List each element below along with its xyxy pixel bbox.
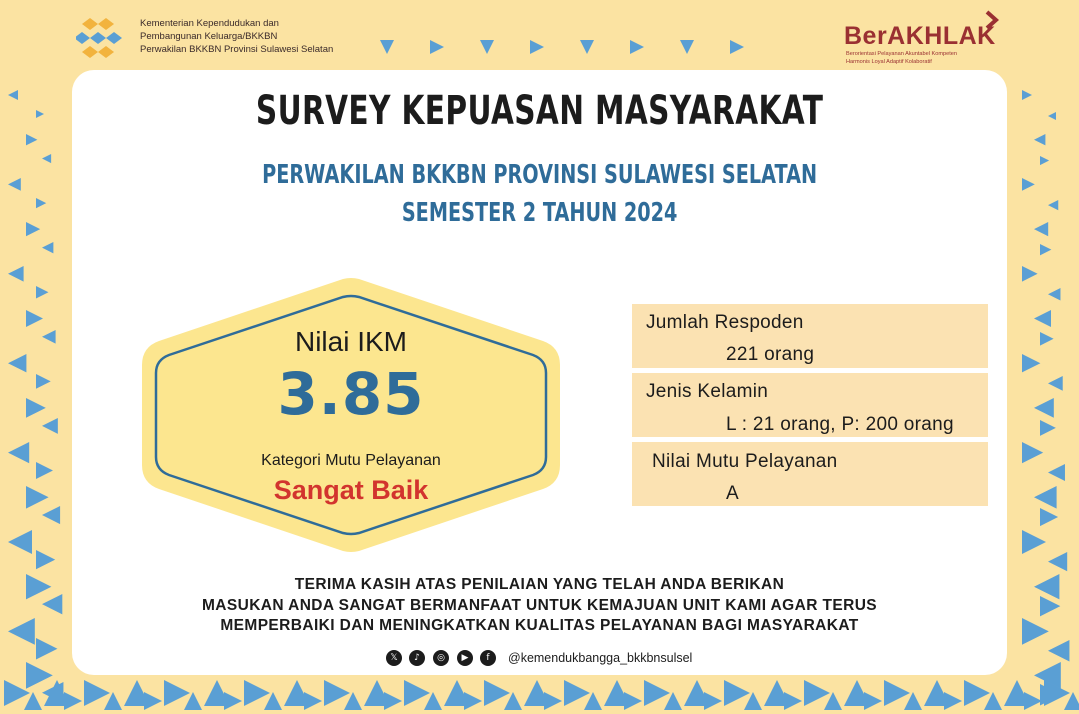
pattern-triangle <box>1040 244 1051 255</box>
pattern-triangle <box>224 692 242 710</box>
berakhlak-tagline-line-2: Harmonis Loyal Adaptif Kolaboratif <box>846 58 932 65</box>
pattern-triangle <box>344 692 362 710</box>
organization-name <box>140 17 333 56</box>
pattern-triangle <box>480 40 494 54</box>
ikm-value: 3.85 <box>277 360 425 428</box>
pattern-triangle <box>484 680 510 706</box>
pattern-triangle <box>564 680 590 706</box>
pattern-triangle <box>26 134 37 145</box>
pattern-triangle <box>26 222 40 236</box>
pattern-triangle <box>36 198 46 208</box>
pattern-triangle <box>36 286 48 298</box>
org-line-3: Perwakilan BKKBN Provinsi Sulawesi Selatan <box>140 44 334 55</box>
pattern-triangle <box>530 40 544 54</box>
pattern-triangle <box>1024 692 1042 710</box>
pattern-triangle <box>1034 398 1054 418</box>
stat-service-quality-value: A <box>726 483 739 504</box>
ikm-category-label: Kategori Mutu Pelayanan <box>261 452 441 469</box>
pattern-triangle <box>744 692 762 710</box>
pattern-triangle <box>430 40 444 54</box>
social-handle[interactable]: @kemendukbangga_bkkbnsulsel <box>508 651 693 665</box>
org-line-1: Kementerian Kependudukan dan <box>140 18 279 29</box>
pattern-triangle <box>384 692 402 710</box>
pattern-triangle <box>8 530 32 554</box>
subtitle-period: SEMESTER 2 TAHUN 2024 <box>401 198 678 228</box>
pattern-triangle <box>8 178 21 191</box>
page-title: SURVEY KEPUASAN MASYARAKAT <box>255 88 824 134</box>
stat-gender-label: Jenis Kelamin <box>646 381 769 402</box>
pattern-triangle <box>104 692 122 710</box>
pattern-triangle <box>8 266 24 282</box>
pattern-triangle <box>884 680 910 706</box>
pattern-triangle <box>1048 200 1058 210</box>
pattern-triangle <box>1022 178 1035 191</box>
pattern-triangle <box>580 40 594 54</box>
berakhlak-tagline <box>846 51 957 66</box>
pattern-triangle <box>42 242 53 253</box>
stat-service-quality <box>632 442 988 506</box>
thank-you-message-line-2: MASUKAN ANDA SANGAT BERMANFAAT UNTUK KEMAJUAN UNIT KAMI AGAR TERUS <box>201 597 878 614</box>
stat-respondents <box>632 304 988 368</box>
berakhlak-tagline-line-1: Berorientasi Pelayanan Akuntabel Kompeten <box>846 51 958 57</box>
pattern-triangle <box>36 374 51 389</box>
pattern-triangle <box>1022 90 1032 100</box>
pattern-triangle <box>1048 552 1067 571</box>
pattern-triangle <box>664 692 682 710</box>
pattern-triangle <box>864 692 882 710</box>
pattern-triangle <box>944 692 962 710</box>
pattern-triangle <box>784 692 802 710</box>
pattern-triangle <box>8 442 29 463</box>
pattern-triangle <box>1048 376 1063 391</box>
pattern-triangle <box>724 680 750 706</box>
pattern-triangle <box>26 310 43 327</box>
pattern-triangle <box>1048 640 1069 661</box>
pattern-triangle <box>64 692 82 710</box>
chevron-right-icon <box>984 10 1000 30</box>
pattern-triangle <box>36 462 53 479</box>
ikm-label: Nilai IKM <box>294 326 407 357</box>
pattern-triangle <box>464 692 482 710</box>
pattern-triangle <box>1022 354 1040 372</box>
pattern-triangle <box>26 662 53 689</box>
pattern-triangle <box>1034 310 1051 327</box>
pattern-triangle <box>8 354 26 372</box>
pattern-triangle <box>624 692 642 710</box>
pattern-triangle <box>704 692 722 710</box>
pattern-triangle <box>8 90 18 100</box>
pattern-triangle <box>1048 288 1060 300</box>
tiktok-icon[interactable]: ♪ <box>409 650 425 666</box>
pattern-triangle <box>144 692 162 710</box>
pattern-triangle <box>1034 134 1045 145</box>
pattern-triangle <box>1040 508 1058 526</box>
pattern-triangle <box>584 692 602 710</box>
pattern-triangle <box>36 638 57 659</box>
pattern-triangle <box>24 692 42 710</box>
pattern-triangle <box>1022 530 1046 554</box>
pattern-triangle <box>42 418 58 434</box>
pattern-triangle <box>404 680 430 706</box>
pattern-triangle <box>380 40 394 54</box>
pattern-triangle <box>1034 222 1048 236</box>
x-icon[interactable]: 𝕏 <box>386 650 402 666</box>
ikm-category-value: Sangat Baik <box>273 475 429 505</box>
pattern-triangle <box>504 692 522 710</box>
pattern-triangle <box>36 110 44 118</box>
pattern-triangle <box>1048 112 1056 120</box>
pattern-triangle <box>1040 420 1056 436</box>
pattern-triangle <box>904 692 922 710</box>
stat-service-quality-label: Nilai Mutu Pelayanan <box>652 451 838 472</box>
pattern-triangle <box>1022 266 1038 282</box>
pattern-triangle <box>42 154 51 163</box>
pattern-triangle <box>824 692 842 710</box>
pattern-triangle <box>644 680 670 706</box>
pattern-triangle <box>184 692 202 710</box>
thank-you-message-line-3: MEMPERBAIKI DAN MENINGKATKAN KUALITAS PELAYANAN BAGI MASYARAKAT <box>220 617 859 634</box>
pattern-triangle <box>1040 156 1049 165</box>
pattern-triangle <box>1040 332 1054 346</box>
pattern-triangle <box>1048 464 1065 481</box>
youtube-icon[interactable]: ▶ <box>457 650 473 666</box>
pattern-triangle <box>424 692 442 710</box>
stat-respondents-value: 221 orang <box>726 344 815 365</box>
instagram-icon[interactable]: ◎ <box>433 650 449 666</box>
pattern-triangle <box>42 330 56 344</box>
subtitle-office: PERWAKILAN BKKBN PROVINSI SULAWESI SELATAN <box>262 160 818 190</box>
pattern-triangle <box>730 40 744 54</box>
stat-respondents-label: Jumlah Respoden <box>646 312 804 333</box>
pattern-triangle <box>304 692 322 710</box>
stat-gender <box>632 373 988 437</box>
berakhlak-logo-text: BerAKHLAK <box>844 22 996 50</box>
pattern-triangle <box>544 692 562 710</box>
stat-gender-value: L : 21 orang, P: 200 orang <box>726 414 954 435</box>
pattern-triangle <box>36 550 55 569</box>
pattern-triangle <box>264 692 282 710</box>
pattern-triangle <box>984 692 1002 710</box>
pattern-triangle <box>84 680 110 706</box>
pattern-triangle <box>42 506 60 524</box>
pattern-triangle <box>680 40 694 54</box>
pattern-triangle <box>1034 486 1057 509</box>
pattern-triangle <box>244 680 270 706</box>
pattern-triangle <box>804 680 830 706</box>
pattern-triangle <box>26 398 46 418</box>
thank-you-message-line-1: TERIMA KASIH ATAS PENILAIAN YANG TELAH ANDA BERIKAN <box>294 576 785 593</box>
pattern-triangle <box>630 40 644 54</box>
pattern-triangle <box>164 680 190 706</box>
pattern-triangle <box>26 486 49 509</box>
facebook-icon[interactable]: f <box>480 650 496 666</box>
bkkbn-logo-icon <box>76 14 128 64</box>
pattern-triangle <box>324 680 350 706</box>
pattern-triangle <box>964 680 990 706</box>
pattern-triangle <box>1022 442 1043 463</box>
org-line-2: Pembangunan Keluarga/BKKBN <box>140 31 278 42</box>
